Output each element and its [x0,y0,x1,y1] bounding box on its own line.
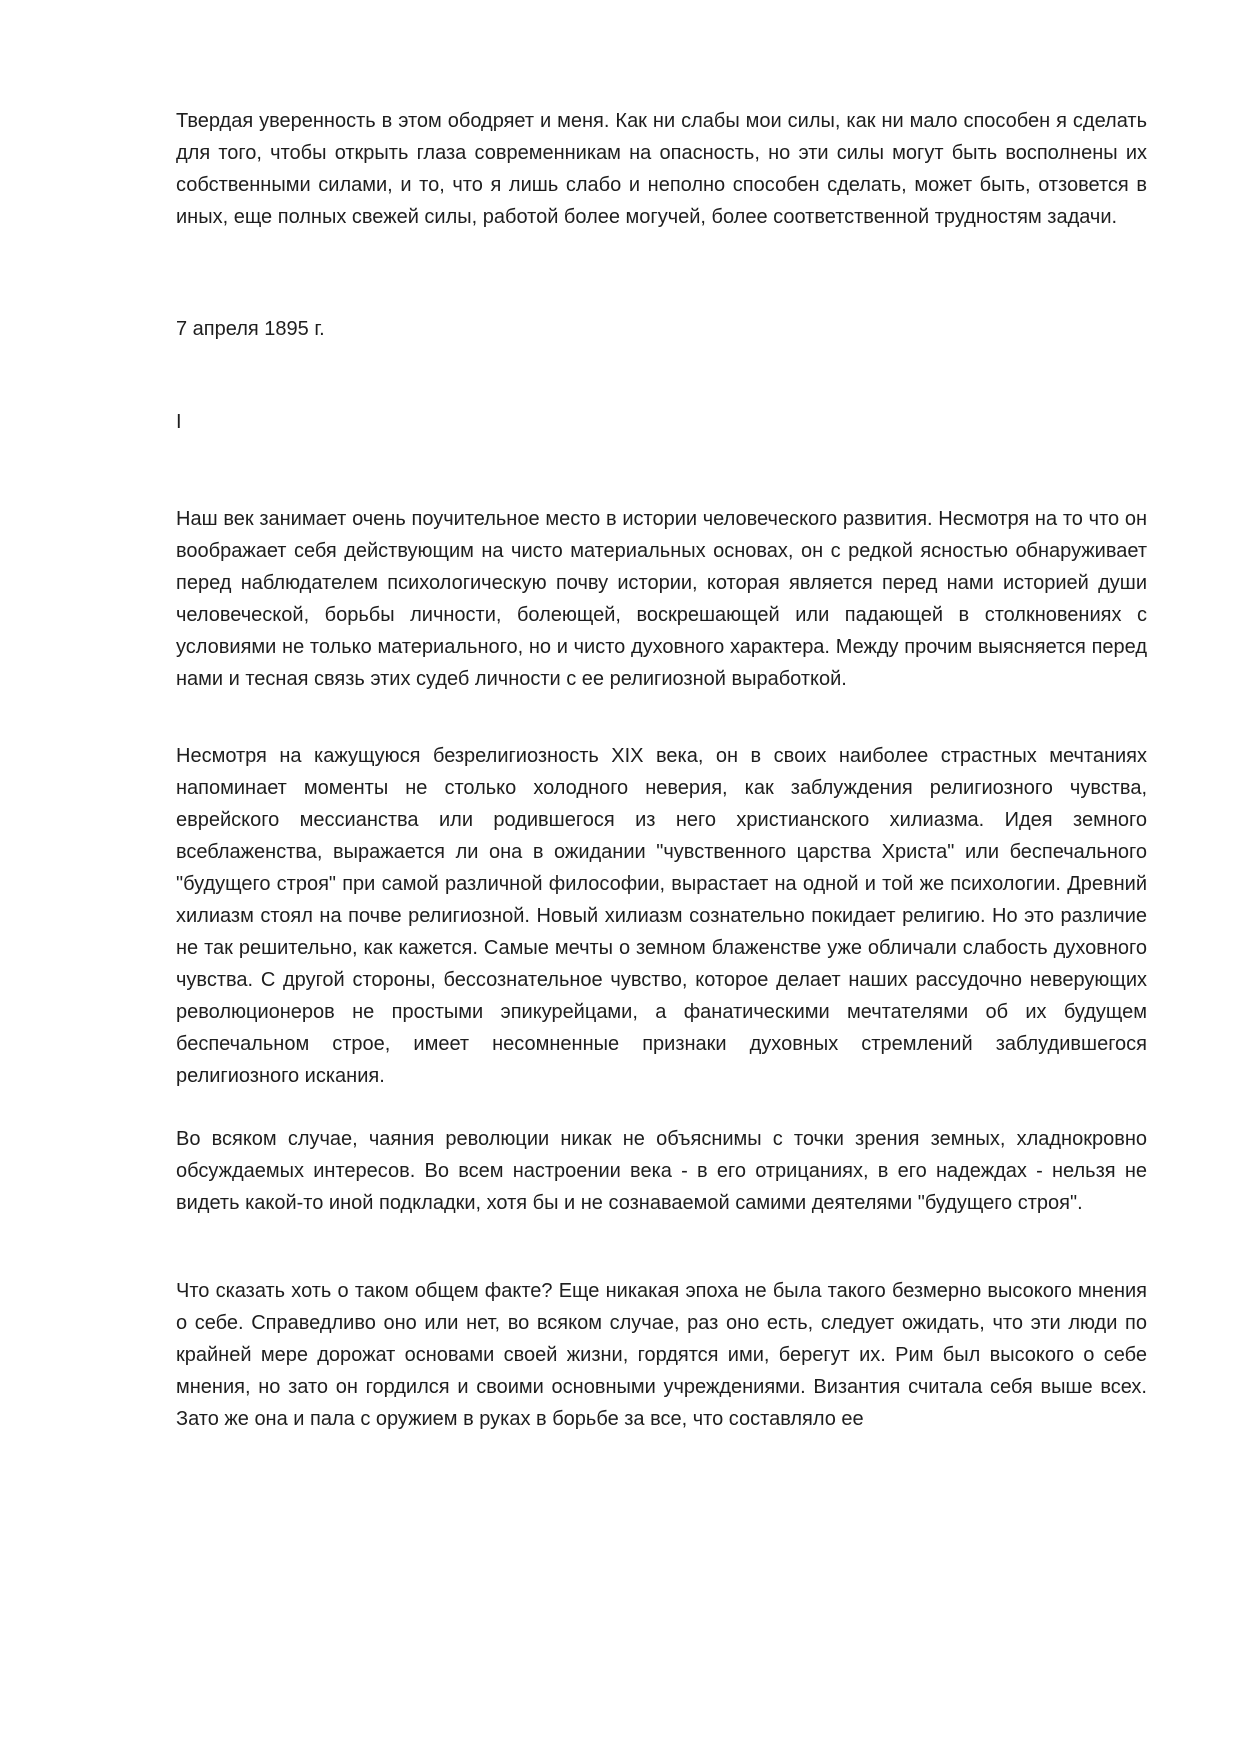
date-line: 7 апреля 1895 г. [176,318,325,340]
paragraph-revolution: Во всяком случае, чаяния революции никак не объяснимы с точки зрения земных, хладнокровно обсуждаемых интересов. Во всем настроении века - в его отрицаниях, в его надеждах - нельзя не видеть какой-то иной подкладки, хотя бы и не сознаваемой самими деятелями "будущего строя". [176,1128,1147,1214]
paragraph-self-opinion: Что сказать хоть о таком общем факте? Еще никакая эпоха не была такого безмерно высокого мнения о себе. Справедливо оно или нет, во всяком случае, раз оно есть, следует ожидать, что эти люди по крайней мере дорожат основами своей жизни, гордятся ими, берегут их. Рим был высокого о себе мнения, но зато он гордился и своими основными учреждениями. Византия считала себя выше всех. Зато же она и пала с оружием в руках в борьбе за все, что составляло ее [176,1280,1147,1430]
paragraph-chiliasm: Несмотря на кажущуюся безрелигиозность XIX века, он в своих наиболее страстных мечтаниях напоминает моменты не столько холодного неверия, как заблуждения религиозного чувства, еврейского мессианства или родившегося из него христианского хилиазма. Идея земного всеблаженства, выражается ли она в ожидании "чувственного царства Христа" или беспечального "будущего строя" при самой различной философии, вырастает на одной и той же психологии. Древний хилиазм стоял на почве религиозной. Новый хилиазм сознательно покидает религию. Но это различие не так решительно, как кажется. Самые мечты о земном блаженстве уже обличали слабость духовного чувства. С другой стороны, бессознательное чувство, которое делает наших рассудочно неверующих революционеров не простыми эпикурейцами, а фанатическими мечтателями об их будущем беспечальном строе, имеет несомненные признаки духовных стремлений заблудившегося религиозного искания. [176,745,1147,1087]
paragraph-century: Наш век занимает очень поучительное место в истории человеческого развития. Несмотря на то что он воображает себя действующим на чисто материальных основах, он с редкой ясностью обнаруживает перед наблюдателем психологическую почву истории, которая является перед нами историей души человеческой, борьбы личности, болеющей, воскрешающей или падающей в столкновениях с условиями не только материального, но и чисто духовного характера. Между прочим выясняется перед нами и тесная связь этих судеб личности с ее религиозной выработкой. [176,508,1147,690]
paragraph-confidence: Твердая уверенность в этом ободряет и меня. Как ни слабы мои силы, как ни мало способен я сделать для того, чтобы открыть глаза современникам на опасность, но эти силы могут быть восполнены их собственными силами, и то, что я лишь слабо и неполно способен сделать, может быть, отзовется в иных, еще полных свежей силы, работой более могучей, более соответственной трудностям задачи. [176,110,1147,228]
section-number: I [176,411,182,433]
